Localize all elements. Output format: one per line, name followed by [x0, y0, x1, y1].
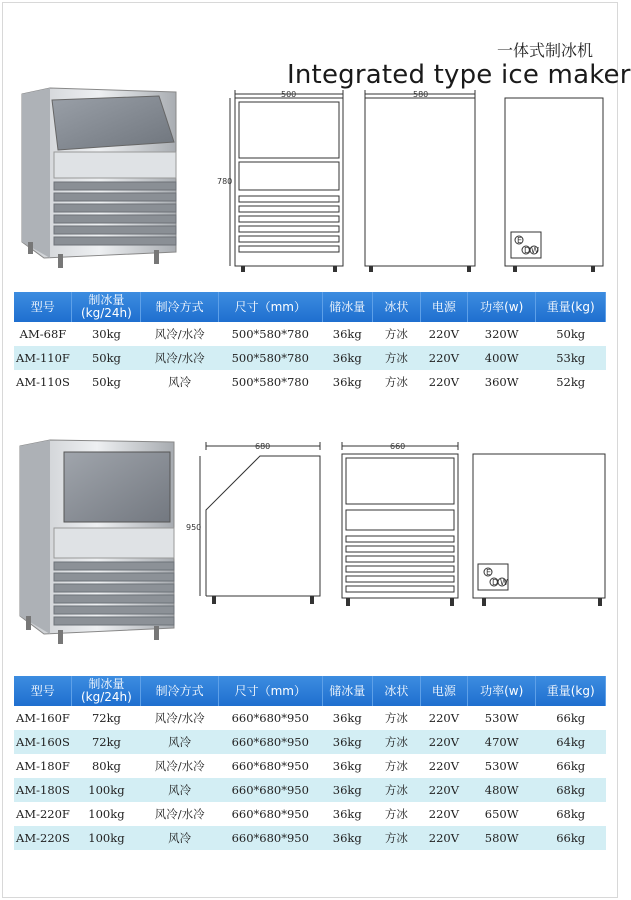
spec-table-bottom — [14, 676, 606, 850]
table1-header-row — [14, 292, 606, 322]
cell-dimensions: 660*680*950 — [218, 826, 322, 850]
bottom-panel-e: E — [486, 568, 492, 577]
top-panel-d: D — [524, 246, 531, 255]
cell-model: AM-160F — [14, 706, 72, 730]
cell-ice-output: 72kg — [72, 730, 141, 754]
cell-storage: 36kg — [322, 706, 372, 730]
drawing-set-large — [186, 436, 610, 616]
cell-ice-shape: 方冰 — [372, 346, 420, 370]
cell-cooling: 风冷/水冷 — [141, 322, 218, 346]
top-panel-e: E — [517, 236, 523, 245]
top-panel-w: W — [531, 246, 539, 255]
cell-power: 650W — [467, 802, 535, 826]
cell-model: AM-220F — [14, 802, 72, 826]
cell-power-supply: 220V — [420, 322, 467, 346]
cell-model: AM-110S — [14, 370, 72, 394]
header-dimensions: 尺寸（mm） — [218, 292, 322, 322]
cell-dimensions: 660*680*950 — [218, 802, 322, 826]
title-chinese: 一体式制冰机 — [497, 41, 594, 60]
cell-storage: 36kg — [322, 754, 372, 778]
cell-cooling: 风冷 — [141, 370, 218, 394]
header-cooling: 制冷方式 — [141, 676, 218, 706]
header-cooling: 制冷方式 — [141, 292, 218, 322]
cell-cooling: 风冷/水冷 — [141, 346, 218, 370]
top-width-label: 500 — [281, 90, 297, 99]
cell-weight: 68kg — [536, 778, 606, 802]
product-photo-large — [14, 436, 184, 646]
cell-model: AM-68F — [14, 322, 72, 346]
cell-power-supply: 220V — [420, 346, 467, 370]
cell-power-supply: 220V — [420, 370, 467, 394]
cell-storage: 36kg — [322, 778, 372, 802]
cell-ice-shape: 方冰 — [372, 754, 420, 778]
cell-weight: 52kg — [536, 370, 606, 394]
header-ice-shape: 冰状 — [372, 676, 420, 706]
cell-ice-shape: 方冰 — [372, 778, 420, 802]
cell-model: AM-160S — [14, 730, 72, 754]
cell-dimensions: 500*580*780 — [218, 346, 322, 370]
cell-cooling: 风冷 — [141, 778, 218, 802]
table2-row — [14, 730, 606, 754]
table1-row — [14, 370, 606, 394]
cell-power: 480W — [467, 778, 535, 802]
cell-power-supply: 220V — [420, 754, 467, 778]
header-dimensions: 尺寸（mm） — [218, 676, 322, 706]
cell-ice-output: 50kg — [72, 370, 141, 394]
header-ice-output: 制冰量 (kg/24h) — [72, 676, 141, 706]
cell-storage: 36kg — [322, 322, 372, 346]
cell-weight: 66kg — [536, 826, 606, 850]
cell-power-supply: 220V — [420, 826, 467, 850]
cell-cooling: 风冷 — [141, 826, 218, 850]
product-photo-small — [14, 82, 184, 272]
table1-row — [14, 322, 606, 346]
cell-weight: 68kg — [536, 802, 606, 826]
cell-cooling: 风冷 — [141, 730, 218, 754]
cell-power: 400W — [467, 346, 535, 370]
cell-weight: 66kg — [536, 706, 606, 730]
bottom-height-label: 950 — [186, 523, 202, 532]
header-power-supply: 电源 — [420, 292, 467, 322]
cell-model: AM-180S — [14, 778, 72, 802]
cell-weight: 50kg — [536, 322, 606, 346]
cell-model: AM-110F — [14, 346, 72, 370]
cell-storage: 36kg — [322, 802, 372, 826]
cell-dimensions: 660*680*950 — [218, 706, 322, 730]
cell-model: AM-180F — [14, 754, 72, 778]
cell-power-supply: 220V — [420, 802, 467, 826]
cell-ice-output: 80kg — [72, 754, 141, 778]
bottom-panel-w: W — [500, 578, 508, 587]
header-model: 型号 — [14, 676, 72, 706]
cell-weight: 64kg — [536, 730, 606, 754]
bottom-width-label: 680 — [255, 442, 271, 451]
cell-dimensions: 660*680*950 — [218, 778, 322, 802]
header-model: 型号 — [14, 292, 72, 322]
table2-row — [14, 706, 606, 730]
cell-power: 530W — [467, 754, 535, 778]
drawing-set-small — [217, 86, 610, 276]
cell-ice-output: 100kg — [72, 778, 141, 802]
cell-power-supply: 220V — [420, 778, 467, 802]
header-ice-output: 制冰量 (kg/24h) — [72, 292, 141, 322]
header-power: 功率(w) — [467, 676, 535, 706]
cell-dimensions: 660*680*950 — [218, 730, 322, 754]
table1-row — [14, 346, 606, 370]
bottom-depth-label: 660 — [390, 442, 406, 451]
cell-ice-shape: 方冰 — [372, 370, 420, 394]
cell-dimensions: 500*580*780 — [218, 370, 322, 394]
table2-header-row — [14, 676, 606, 706]
header-weight: 重量(kg) — [536, 676, 606, 706]
cell-model: AM-220S — [14, 826, 72, 850]
cell-dimensions: 660*680*950 — [218, 754, 322, 778]
cell-dimensions: 500*580*780 — [218, 322, 322, 346]
cell-storage: 36kg — [322, 370, 372, 394]
cell-ice-shape: 方冰 — [372, 706, 420, 730]
cell-power: 360W — [467, 370, 535, 394]
cell-power: 580W — [467, 826, 535, 850]
header-storage: 储冰量 — [322, 292, 372, 322]
cell-storage: 36kg — [322, 826, 372, 850]
cell-ice-output: 100kg — [72, 826, 141, 850]
cell-cooling: 风冷/水冷 — [141, 802, 218, 826]
table2-row — [14, 754, 606, 778]
table2-row — [14, 778, 606, 802]
header-power: 功率(w) — [467, 292, 535, 322]
cell-power: 470W — [467, 730, 535, 754]
cell-ice-output: 72kg — [72, 706, 141, 730]
header-storage: 储冰量 — [322, 676, 372, 706]
bottom-panel-d: D — [492, 578, 499, 587]
cell-storage: 36kg — [322, 730, 372, 754]
cell-power: 320W — [467, 322, 535, 346]
cell-cooling: 风冷/水冷 — [141, 754, 218, 778]
header-power-supply: 电源 — [420, 676, 467, 706]
cell-cooling: 风冷/水冷 — [141, 706, 218, 730]
cell-power-supply: 220V — [420, 730, 467, 754]
cell-weight: 53kg — [536, 346, 606, 370]
spec-table-top — [14, 292, 606, 394]
title-english: Integrated type ice maker — [287, 60, 631, 90]
cell-ice-shape: 方冰 — [372, 802, 420, 826]
cell-weight: 66kg — [536, 754, 606, 778]
cell-power: 530W — [467, 706, 535, 730]
cell-power-supply: 220V — [420, 706, 467, 730]
header-weight: 重量(kg) — [536, 292, 606, 322]
top-depth-label: 580 — [413, 90, 429, 99]
cell-ice-output: 30kg — [72, 322, 141, 346]
header-ice-shape: 冰状 — [372, 292, 420, 322]
table2-row — [14, 826, 606, 850]
cell-ice-output: 100kg — [72, 802, 141, 826]
top-height-label: 780 — [217, 177, 233, 186]
cell-ice-shape: 方冰 — [372, 730, 420, 754]
cell-ice-output: 50kg — [72, 346, 141, 370]
cell-ice-shape: 方冰 — [372, 826, 420, 850]
cell-ice-shape: 方冰 — [372, 322, 420, 346]
table2-row — [14, 802, 606, 826]
cell-storage: 36kg — [322, 346, 372, 370]
